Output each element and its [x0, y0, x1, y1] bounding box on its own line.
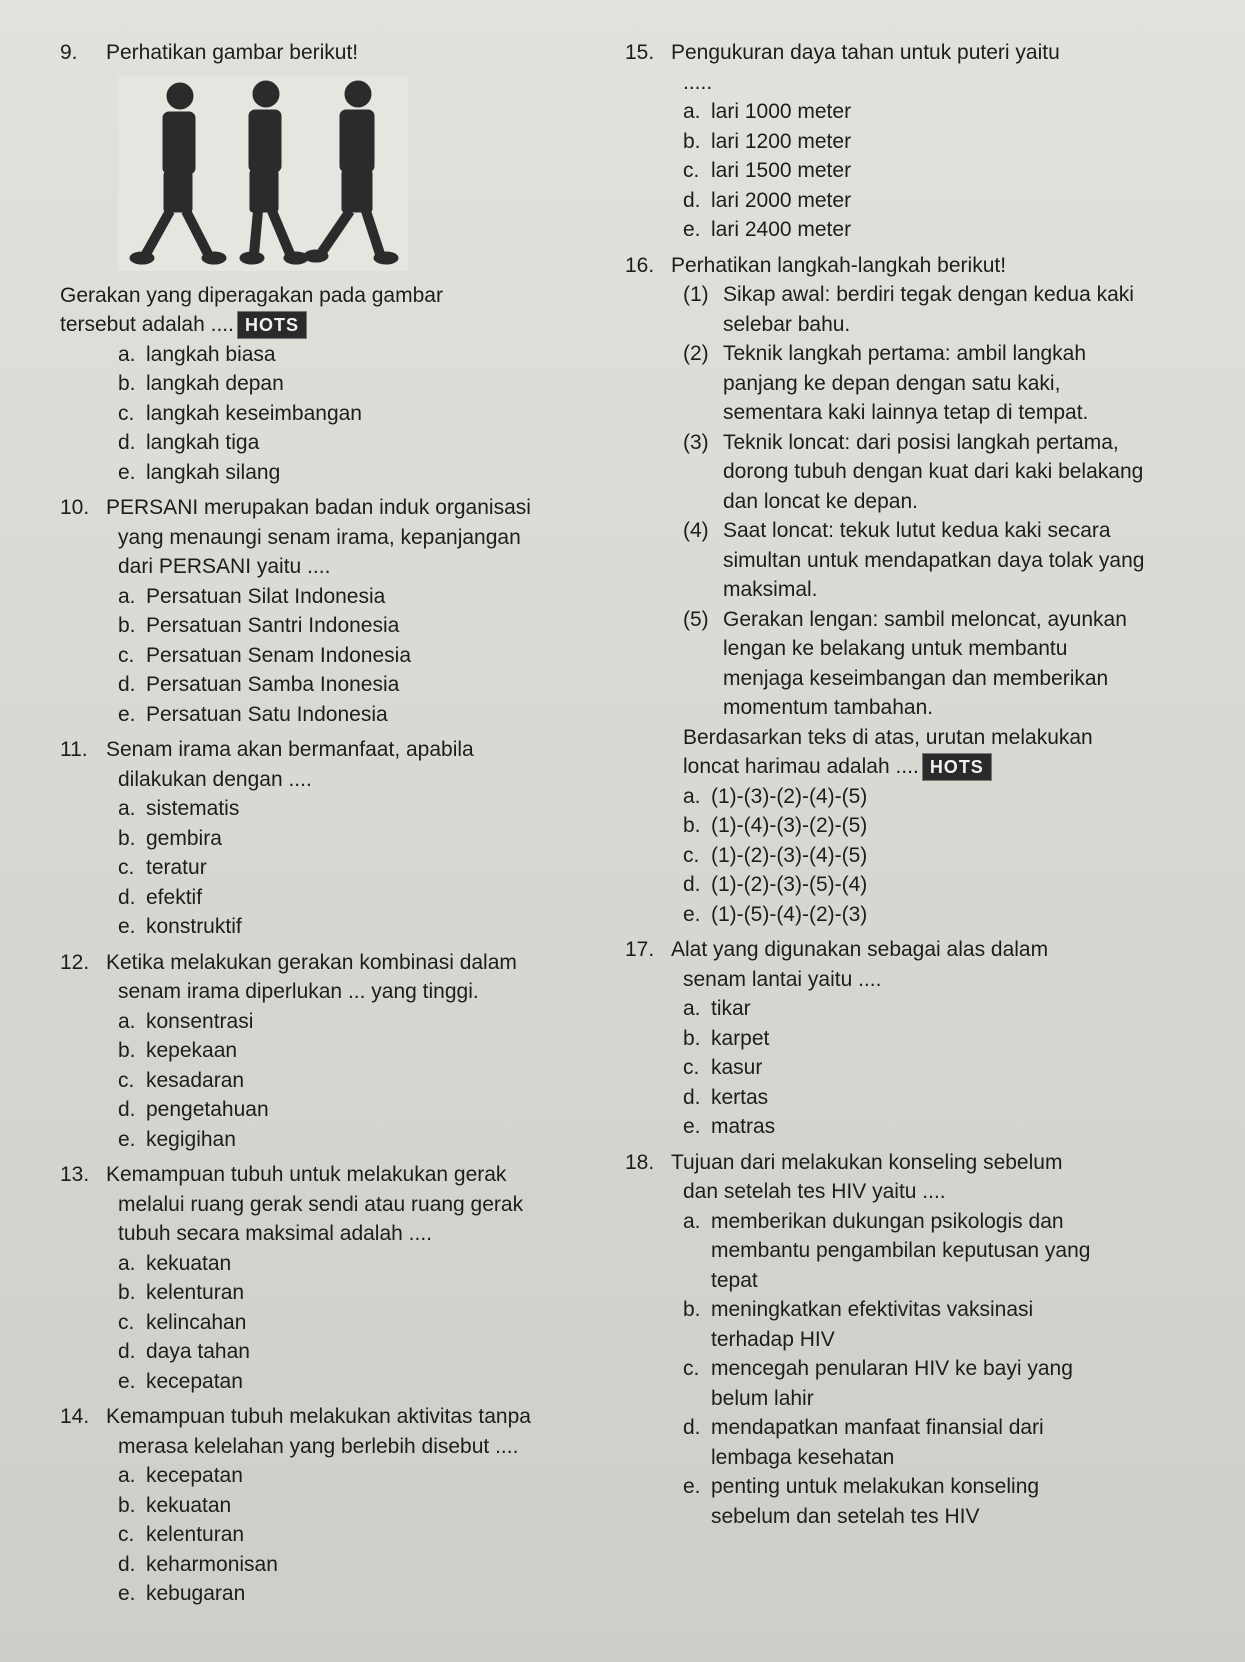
hots-badge: HOTS: [238, 312, 306, 338]
option-a[interactable]: a. Persatuan Silat Indonesia: [118, 584, 386, 608]
option-d[interactable]: d. pengetahuan: [118, 1098, 269, 1121]
question-text-line: loncat harimau adalah ....: [683, 755, 919, 778]
left-column: [60, 38, 600, 1609]
question-number: 15.: [625, 41, 655, 64]
question-number: 11.: [60, 738, 88, 761]
option-e[interactable]: e. langkah silang: [118, 460, 281, 484]
option-e[interactable]: e. penting untuk melakukan konseling: [683, 1475, 1040, 1498]
option-e[interactable]: e. kecepatan: [118, 1369, 243, 1393]
option-c[interactable]: c. teratur: [118, 856, 207, 879]
walking-figures-illustration: [118, 76, 408, 271]
question-number: 10.: [60, 496, 90, 519]
question-number: 17.: [625, 938, 655, 961]
option-b[interactable]: b. kekuatan: [118, 1493, 232, 1517]
option-b[interactable]: b. lari 1200 meter: [683, 129, 852, 153]
question-text-line: melalui ruang gerak sendi atau ruang gerak: [118, 1192, 524, 1216]
option-a[interactable]: a. langkah biasa: [118, 342, 276, 366]
hots-badge: HOTS: [923, 754, 991, 780]
option-c[interactable]: c. langkah keseimbangan: [118, 401, 362, 425]
question-14: 14. Kemampuan tubuh melakukan aktivitas tanpa merasa kelelahan yang berlebih disebut .... a. kecepatan b. kekuatan c. kelenturan d. keharmonisan e. kebugaran: [60, 1402, 600, 1609]
option-b[interactable]: b. kelenturan: [118, 1281, 245, 1304]
option-a[interactable]: a. kecepatan: [118, 1464, 243, 1487]
option-d[interactable]: d. (1)-(2)-(3)-(5)-(4): [683, 873, 868, 896]
option-b[interactable]: b. kepekaan: [118, 1039, 238, 1062]
option-c[interactable]: c. lari 1500 meter: [683, 159, 852, 182]
option-b[interactable]: b. gembira: [118, 826, 222, 850]
question-number: 13.: [60, 1163, 90, 1186]
option-a[interactable]: a. memberikan dukungan psikologis dan: [683, 1209, 1064, 1233]
option-c-continued: belum lahir: [711, 1386, 814, 1410]
question-text-line: dan setelah tes HIV yaitu ....: [683, 1180, 946, 1203]
question-followup-line: Gerakan yang diperagakan pada gambar: [60, 283, 443, 307]
question-text-line: dari PERSANI yaitu ....: [118, 555, 331, 578]
question-17: 17. Alat yang digunakan sebagai alas dalam senam lantai yaitu .... a. tikar b. karpet c. kasur d. kertas e. matras: [625, 935, 1160, 1142]
option-b[interactable]: b. Persatuan Santri Indonesia: [118, 614, 400, 637]
option-a-continued: tepat: [711, 1268, 758, 1292]
option-c[interactable]: c. Persatuan Senam Indonesia: [118, 643, 412, 667]
option-a[interactable]: a. konsentrasi: [118, 1009, 254, 1033]
option-e[interactable]: e. kebugaran: [118, 1582, 246, 1605]
option-d[interactable]: d. efektif: [118, 885, 203, 909]
option-d[interactable]: d. langkah tiga: [118, 431, 260, 454]
option-d[interactable]: d. kertas: [683, 1085, 769, 1109]
question-text-line: yang menaungi senam irama, kepanjangan: [118, 525, 521, 549]
figure-step-2: [240, 81, 308, 264]
option-e[interactable]: e. konstruktif: [118, 915, 242, 938]
option-e[interactable]: e. Persatuan Satu Indonesia: [118, 702, 388, 726]
option-e[interactable]: e. kegigihan: [118, 1127, 236, 1151]
question-9: [60, 38, 600, 487]
option-b[interactable]: b. meningkatkan efektivitas vaksinasi: [683, 1298, 1034, 1321]
right-column: [625, 38, 1160, 1531]
option-d[interactable]: d. lari 2000 meter: [683, 188, 852, 212]
option-a[interactable]: a. kekuatan: [118, 1251, 232, 1275]
question-prompt: Perhatikan gambar berikut!: [106, 41, 359, 64]
question-number: 16.: [625, 253, 655, 277]
question-text-line: senam irama diperlukan ... yang tinggi.: [118, 980, 479, 1003]
figure-step-3: [304, 81, 398, 264]
question-followup-line: tersebut adalah ....: [60, 313, 234, 336]
option-c[interactable]: c. kelenturan: [118, 1523, 245, 1546]
option-d[interactable]: d. mendapatkan manfaat finansial dari: [683, 1416, 1044, 1439]
question-16: 16. Perhatikan langkah-langkah berikut! (1) Sikap awal: berdiri tegak dengan kedua kaki selebar bahu. (2) Teknik langkah pertama: ambil langkah panjang ke depan dengan satu kaki, sementara kaki lainnya tetap di tempat. (3) Teknik loncat: dari posisi langkah pertama, dorong tubuh dengan kuat dari kaki belakang dan loncat ke depan. (4) Saat loncat: tekuk lutut kedua kaki secara simultan untuk mendapatkan daya tolak yang maksimal. (5) Gerakan lengan: sambil meloncat, ayunkan lengan ke belakang untuk membantu menjaga keseimbangan dan memberikan momentum tambahan. Berdasarkan teks di atas, urutan melakukan loncat harimau adalah .... HOTS a. (1)-(3)-(2)-(4)-(5) b. (1)-(4)-(3)-(2)-(5) c. (1)-(2)-(3)-(4)-(5) d. (1)-(2)-(3)-(5)-(4) e. (1)-(5)-(4)-(2)-(3): [625, 251, 1160, 930]
question-number: 9.: [60, 41, 78, 64]
step-item: (4) Saat loncat: tekuk lutut kedua kaki secara simultan untuk mendapatkan daya tolak yang maksimal.: [683, 519, 1145, 601]
question-text-line: merasa kelelahan yang berlebih disebut ....: [118, 1434, 519, 1458]
question-15: 15. Pengukuran daya tahan untuk puteri yaitu ..... a. lari 1000 meter b. lari 1200 meter c. lari 1500 meter d. lari 2000 meter e. lari 2400 meter: [625, 38, 1160, 245]
step-item: (1) Sikap awal: berdiri tegak dengan kedua kaki selebar bahu.: [683, 283, 1134, 336]
option-a[interactable]: a. lari 1000 meter: [683, 100, 852, 123]
step-item: (2) Teknik langkah pertama: ambil langkah panjang ke depan dengan satu kaki, sementara kaki lainnya tetap di tempat.: [683, 342, 1089, 424]
question-number: 14.: [60, 1405, 90, 1428]
option-a[interactable]: a. tikar: [683, 997, 751, 1020]
question-10: 10. PERSANI merupakan badan induk organisasi yang menaungi senam irama, kepanjangan dari PERSANI yaitu .... a. Persatuan Silat Indonesia b. Persatuan Santri Indonesia c. Persatuan Senam Indonesia d. Persatuan Samba Inonesia e. Persatuan Satu Indonesia: [60, 493, 600, 729]
step-item: (5) Gerakan lengan: sambil meloncat, ayunkan lengan ke belakang untuk membantu menjaga keseimbangan dan memberikan momentum tambahan.: [683, 607, 1127, 719]
option-c[interactable]: c. kesadaran: [118, 1068, 245, 1092]
option-e-continued: sebelum dan setelah tes HIV: [711, 1504, 980, 1528]
question-text-line: tubuh secara maksimal adalah ....: [118, 1222, 432, 1245]
question-12: 12. Ketika melakukan gerakan kombinasi dalam senam irama diperlukan ... yang tinggi. a. konsentrasi b. kepekaan c. kesadaran d. pengetahuan e. kegigihan: [60, 948, 600, 1155]
option-e[interactable]: e. (1)-(5)-(4)-(2)-(3): [683, 902, 868, 926]
question-text-line: senam lantai yaitu ....: [683, 967, 882, 991]
option-b[interactable]: b. (1)-(4)-(3)-(2)-(5): [683, 814, 868, 837]
figure-step-1: [130, 83, 226, 264]
option-b[interactable]: b. karpet: [683, 1026, 770, 1050]
question-number: 18.: [625, 1150, 655, 1174]
question-18: 18. Tujuan dari melakukan konseling sebelum dan setelah tes HIV yaitu .... a. memberikan dukungan psikologis dan membantu pengambilan keputusan yang tepat b. meningkatkan efektivitas vaksinasi terhadap HIV c. mencegah penularan HIV ke bayi yang belum lahir d. mendapatkan manfaat finansial dari lembaga kesehatan e. penting untuk melakukan konseling sebelum dan setelah tes HIV: [625, 1148, 1160, 1532]
question-text-line: dilakukan dengan ....: [118, 767, 312, 791]
step-item: (3) Teknik loncat: dari posisi langkah pertama, dorong tubuh dengan kuat dari kaki belakang dan loncat ke depan.: [683, 430, 1144, 513]
option-d[interactable]: d. daya tahan: [118, 1340, 250, 1363]
question-11: 11. Senam irama akan bermanfaat, apabila dilakukan dengan .... a. sistematis b. gembira c. teratur d. efektif e. konstruktif: [60, 735, 600, 942]
option-c[interactable]: c. (1)-(2)-(3)-(4)-(5): [683, 843, 868, 867]
option-b-continued: terhadap HIV: [711, 1327, 835, 1351]
question-text-line: Berdasarkan teks di atas, urutan melakukan: [683, 725, 1093, 749]
option-d[interactable]: d. keharmonisan: [118, 1552, 278, 1576]
option-b[interactable]: b. langkah depan: [118, 372, 284, 395]
question-number: 12.: [60, 950, 90, 974]
option-a[interactable]: a. (1)-(3)-(2)-(4)-(5): [683, 784, 868, 808]
walking-figures-image: [118, 76, 408, 271]
option-d[interactable]: d. Persatuan Samba Inonesia: [118, 673, 400, 696]
option-c[interactable]: c. kelincahan: [118, 1310, 247, 1334]
option-e[interactable]: e. matras: [683, 1115, 776, 1138]
question-text-line: .....: [683, 70, 713, 94]
option-e[interactable]: e. lari 2400 meter: [683, 218, 852, 241]
option-d-continued: lembaga kesehatan: [711, 1445, 895, 1469]
question-13: 13. Kemampuan tubuh untuk melakukan gerak melalui ruang gerak sendi atau ruang gerak tubuh secara maksimal adalah .... a. kekuatan b. kelenturan c. kelincahan d. daya tahan e. kecepatan: [60, 1160, 600, 1396]
option-c[interactable]: c. mencegah penularan HIV ke bayi yang: [683, 1357, 1073, 1380]
option-a-continued: membantu pengambilan keputusan yang: [711, 1239, 1091, 1262]
option-c[interactable]: c. kasur: [683, 1056, 763, 1079]
option-a[interactable]: a. sistematis: [118, 797, 240, 820]
